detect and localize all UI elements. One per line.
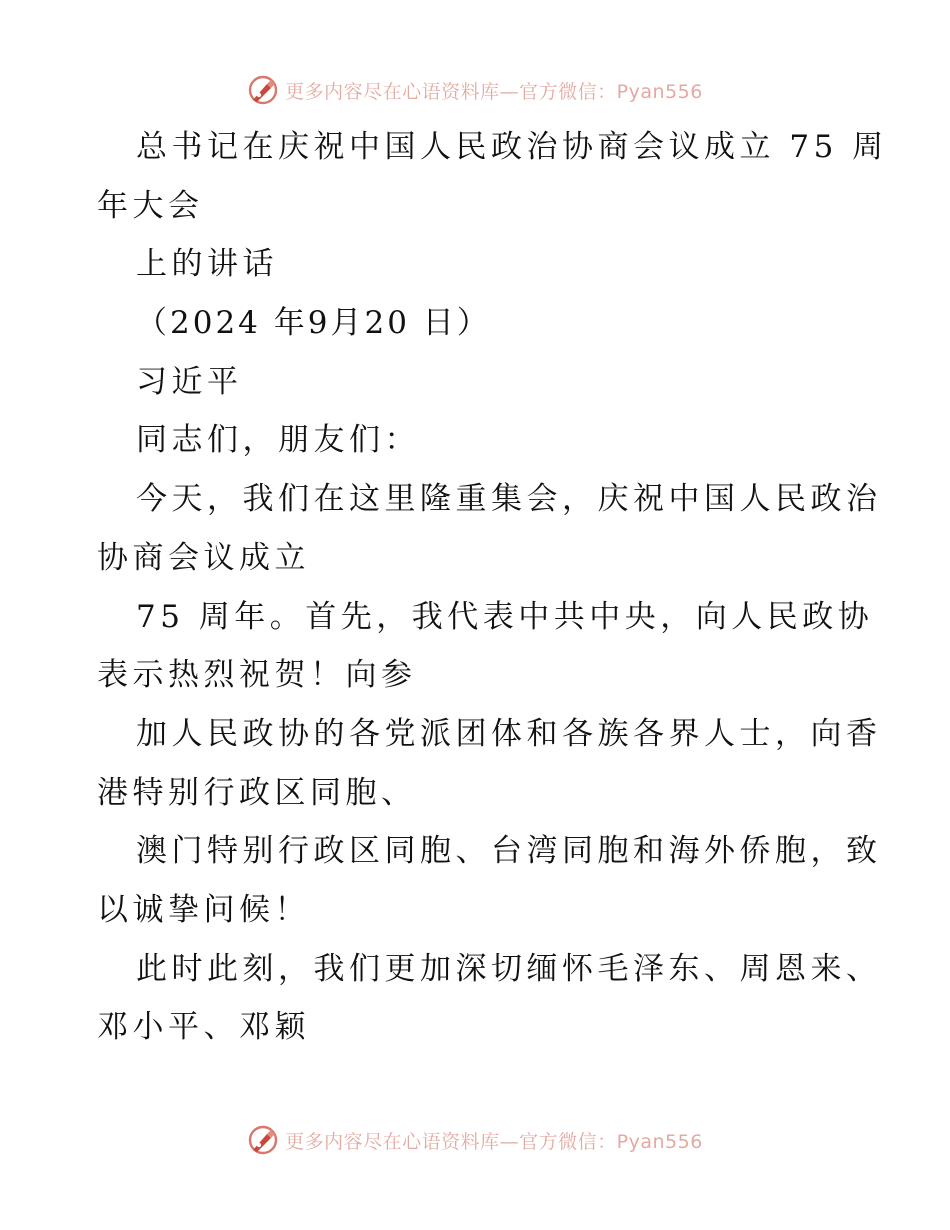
watermark-account: Pyan556 — [616, 80, 703, 103]
watermark-header — [0, 70, 950, 110]
pen-logo-icon — [247, 1124, 279, 1156]
paragraph-line: 表示热烈祝贺！向参 — [97, 657, 417, 694]
paragraph-line: 邓小平、邓颖 — [97, 1009, 310, 1046]
doc-title-line-2: 年大会 — [97, 187, 204, 224]
paragraph-line: 加人民政协的各党派团体和各族各界人士，向香 — [136, 715, 882, 752]
pen-logo-icon — [247, 74, 279, 106]
watermark-text: 更多内容尽在心语资料库—官方微信：Pyan556 — [285, 80, 703, 103]
document-body — [97, 118, 888, 1057]
watermark-footer — [0, 1120, 950, 1160]
watermark-text: 更多内容尽在心语资料库—官方微信：Pyan556 — [285, 1130, 703, 1153]
doc-author: 习近平 — [136, 363, 243, 400]
doc-title-line-3: 上的讲话 — [136, 246, 278, 283]
paragraph-line: 75 周年。首先，我代表中共中央，向人民政协 — [136, 598, 874, 635]
doc-date: （2024 年9月20 日） — [136, 305, 491, 342]
watermark-account: Pyan556 — [616, 1130, 703, 1153]
paragraph-line: 澳门特别行政区同胞、台湾同胞和海外侨胞，致 — [136, 833, 882, 870]
doc-title-line-1: 总书记在庆祝中国人民政治协商会议成立 75 周 — [136, 129, 888, 165]
doc-salutation: 同志们，朋友们： — [136, 422, 420, 459]
paragraph-line: 协商会议成立 — [97, 539, 310, 576]
paragraph-line: 以诚挚问候！ — [97, 891, 310, 928]
paragraph-line: 港特别行政区同胞、 — [97, 774, 417, 811]
paragraph-line: 此时此刻，我们更加深切缅怀毛泽东、周恩来、 — [136, 950, 882, 987]
paragraph-line: 今天，我们在这里隆重集会，庆祝中国人民政治 — [136, 481, 882, 518]
